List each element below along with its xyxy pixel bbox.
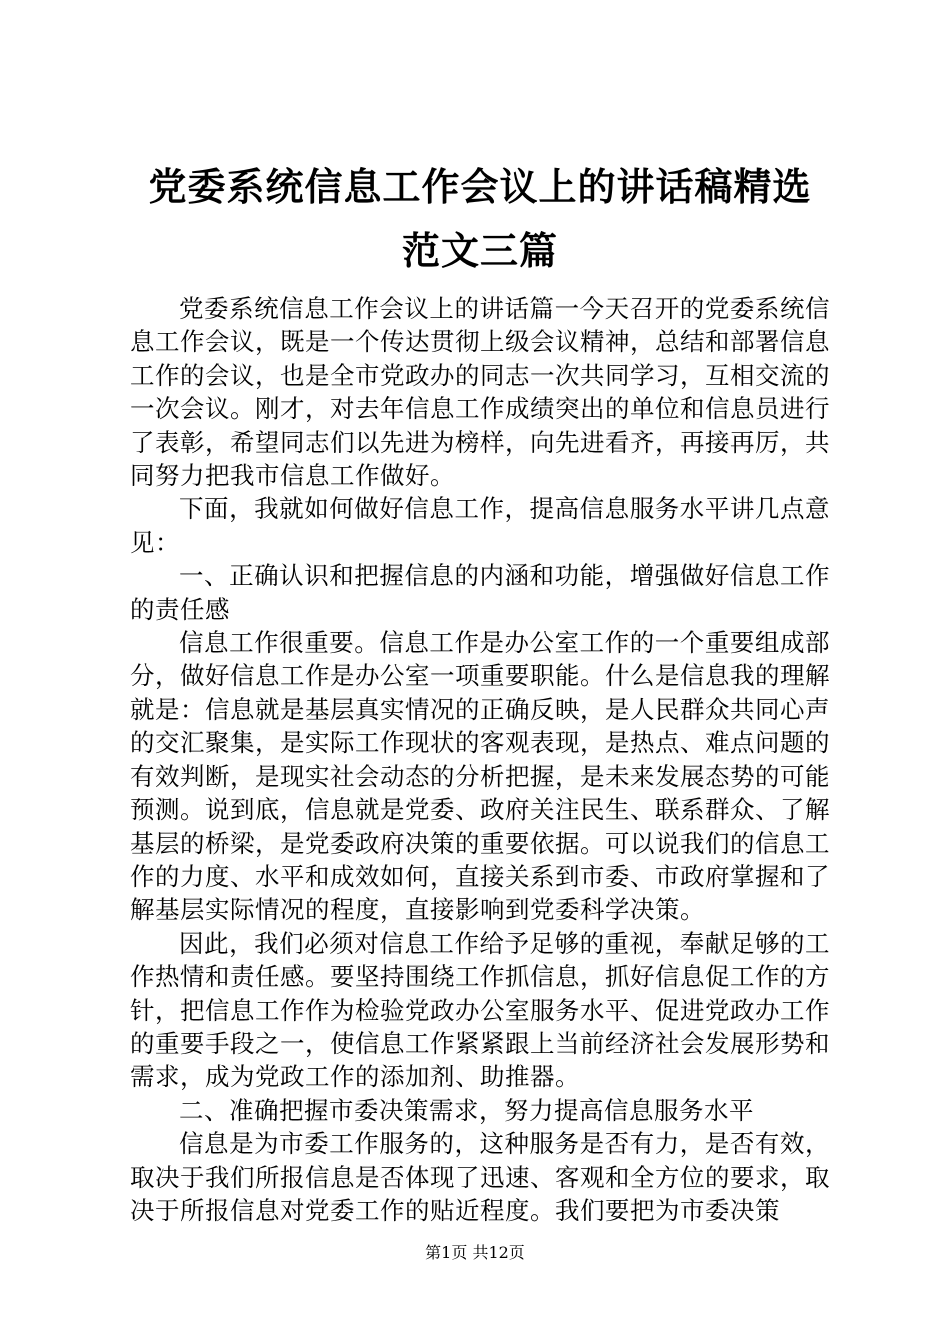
paragraph-intro: 党委系统信息工作会议上的讲话篇一今天召开的党委系统信息工作会议，既是一个传达贯彻上级会议精神，总结和部署信息工作的会议，也是全市党政办的同志一次共同学习，互相交流的一次会议。刚才，对去年信息工作成绩突出的单位和信息员进行了表彰，希望同志们以先进为榜样，向先进看齐，再接再厉，共同努力把我市信息工作做好。 [130,294,830,491]
section-heading-2: 二、准确把握市委决策需求，努力提高信息服务水平 [179,1095,754,1125]
document-title: 党委系统信息工作会议上的讲话稿精选范文三篇 [148,164,812,273]
section-heading-1: 一、正确认识和把握信息的内涵和功能，增强做好信息工作的责任感 [130,561,830,624]
paragraph-opinion-intro: 下面，我就如何做好信息工作，提高信息服务水平讲几点意见： [130,494,830,557]
paragraph-service: 信息是为市委工作服务的，这种服务是否有力，是否有效，取决于我们所报信息是否体现了迅速、客观和全方位的要求，取决于所报信息对党委工作的贴近程度。我们要把为市委决策 [130,1129,830,1225]
paragraph-importance: 信息工作很重要。信息工作是办公室工作的一个重要组成部分，做好信息工作是办公室一项重要职能。什么是信息我的理解就是：信息就是基层真实情况的正确反映，是人民群众共同心声的交汇聚集，是实际工作现状的客观表现，是热点、难点问题的有效判断，是现实社会动态的分析把握，是未来发展态势的可能预测。说到底，信息就是党委、政府关注民生、联系群众、了解基层的桥梁，是党委政府决策的重要依据。可以说我们的信息工作的力度、水平和成效如何，直接关系到市委、市政府掌握和了解基层实际情况的程度，直接影响到党委科学决策。 [130,628,830,925]
paragraph-therefore: 因此，我们必须对信息工作给予足够的重视，奉献足够的工作热情和责任感。要坚持围绕工作抓信息，抓好信息促工作的方针，把信息工作作为检验党政办公室服务水平、促进党政办工作的重要手段之一，使信息工作紧紧跟上当前经济社会发展形势和需求，成为党政工作的添加剂、助推器。 [130,928,830,1092]
document-body [130,292,830,1227]
page-number-footer: 第1页 共12页 [425,1243,525,1262]
